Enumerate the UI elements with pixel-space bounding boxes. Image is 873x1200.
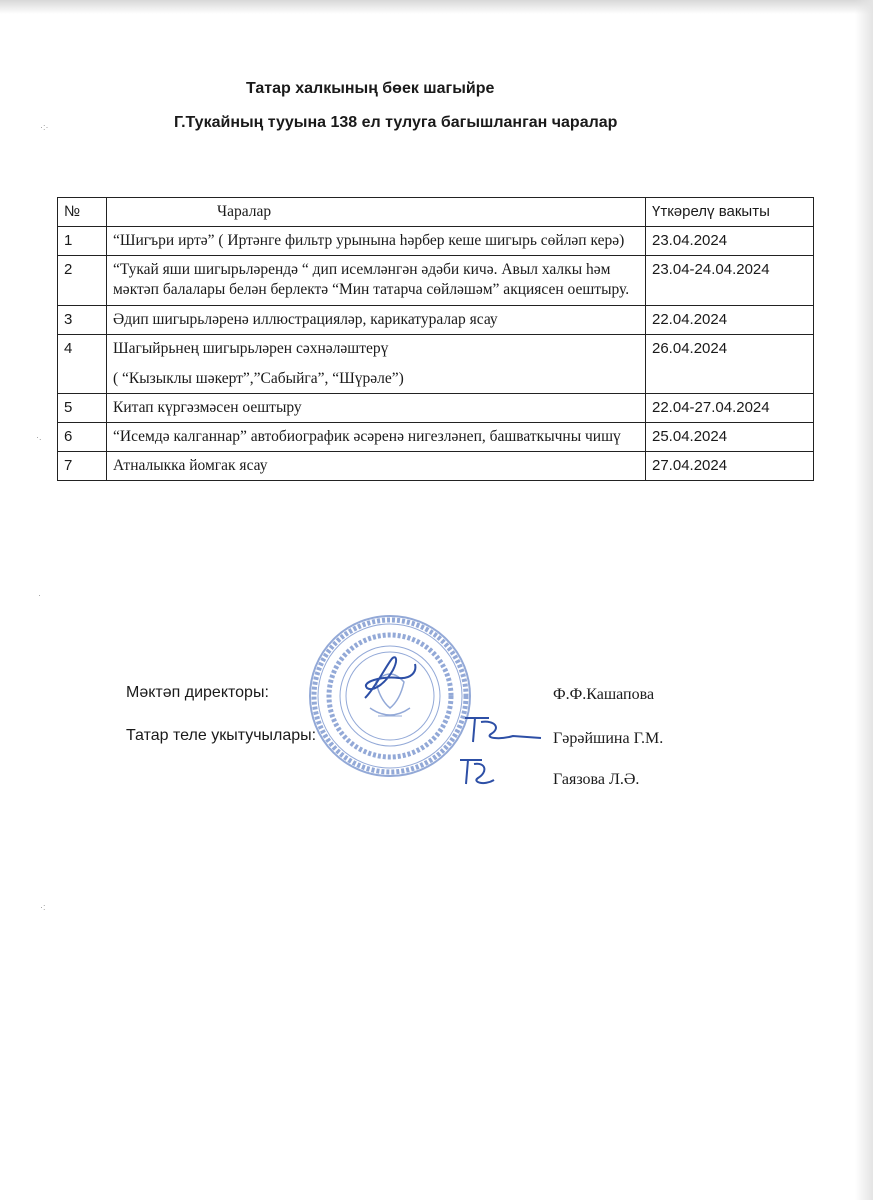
row-number: 5	[58, 393, 107, 422]
header-number: №	[58, 198, 107, 227]
teacher1-name: Гәрәйшина Г.М.	[553, 730, 664, 747]
row-date: 23.04.2024	[646, 227, 814, 256]
row-number: 2	[58, 256, 107, 305]
document-subtitle: Г.Тукайның тууына 138 ел тулуга багышланган чаралар	[174, 114, 618, 131]
row-date: 27.04.2024	[646, 452, 814, 481]
row-number: 3	[58, 305, 107, 334]
row-event	[107, 423, 646, 452]
table-row	[58, 393, 814, 422]
scan-speck: ·:	[40, 902, 46, 912]
row-event-text: “Шигъри иртә” ( Иртәнге фильтр урынына һәрбер кеше шигырь сөйләп керә)	[113, 232, 625, 250]
row-event-text: Әдип шигырьләренә иллюстрацияләр, карикатуралар ясау	[113, 310, 498, 328]
row-date: 23.04-24.04.2024	[646, 256, 814, 305]
scan-speck: ·.	[36, 432, 42, 442]
row-date: 26.04.2024	[646, 334, 814, 393]
row-event-text: “Тукай яши шигырьләрендә “ дип исемләнгән әдәби кичә. Авыл халкы һәм мәктәп балалары белән берлектә “Мин татарча сөйләшәм” акциясен оештыру.	[113, 261, 630, 299]
table-row	[58, 334, 814, 393]
scan-shadow-top	[0, 0, 873, 14]
row-event	[107, 305, 646, 334]
table-row	[58, 452, 814, 481]
row-event-text: Китап күргәзмәсен оештыру	[113, 398, 302, 416]
table-row	[58, 256, 814, 305]
row-event	[107, 393, 646, 422]
director-name: Ф.Ф.Кашапова	[553, 686, 655, 703]
row-number: 1	[58, 227, 107, 256]
row-date: 22.04.2024	[646, 305, 814, 334]
row-event-subtext: ( “Кызыклы шәкерт”,”Сабыйга”, “Шүрәле”)	[113, 369, 404, 387]
table-body	[58, 227, 814, 481]
table-header-row	[58, 198, 814, 227]
document-title: Татар халкының бөек шагыйре	[246, 80, 495, 97]
header-event: Чаралар	[107, 198, 646, 227]
row-event	[107, 256, 646, 305]
row-date: 22.04-27.04.2024	[646, 393, 814, 422]
row-number: 4	[58, 334, 107, 393]
row-event	[107, 227, 646, 256]
row-number: 7	[58, 452, 107, 481]
table-row	[58, 305, 814, 334]
scan-speck: ·:·	[40, 122, 49, 132]
row-number: 6	[58, 423, 107, 452]
table-row	[58, 227, 814, 256]
scan-shadow-right	[855, 0, 873, 1200]
table-row	[58, 423, 814, 452]
row-event	[107, 334, 646, 393]
teacher1-signature-icon	[455, 712, 545, 752]
teachers-label: Татар теле укытучылары:	[126, 727, 317, 744]
events-table	[57, 197, 814, 481]
director-signature-icon	[355, 648, 435, 708]
row-event	[107, 452, 646, 481]
director-label: Мәктәп директоры:	[126, 684, 269, 701]
row-event-text: “Исемдә калганнар” автобиографик әсәренә нигезләнеп, башваткычны чишү	[113, 428, 621, 446]
scan-speck: ·	[38, 590, 41, 600]
row-event-text: Атналыкка йомгак ясау	[113, 457, 268, 475]
row-event-text: Шагыйрьнең шигырьләрен сәхнәләштерү	[113, 339, 389, 357]
teacher2-name: Гаязова Л.Ә.	[553, 771, 640, 788]
teacher2-signature-icon	[452, 752, 512, 792]
row-date: 25.04.2024	[646, 423, 814, 452]
header-date: Үткәрелү вакыты	[646, 198, 814, 227]
